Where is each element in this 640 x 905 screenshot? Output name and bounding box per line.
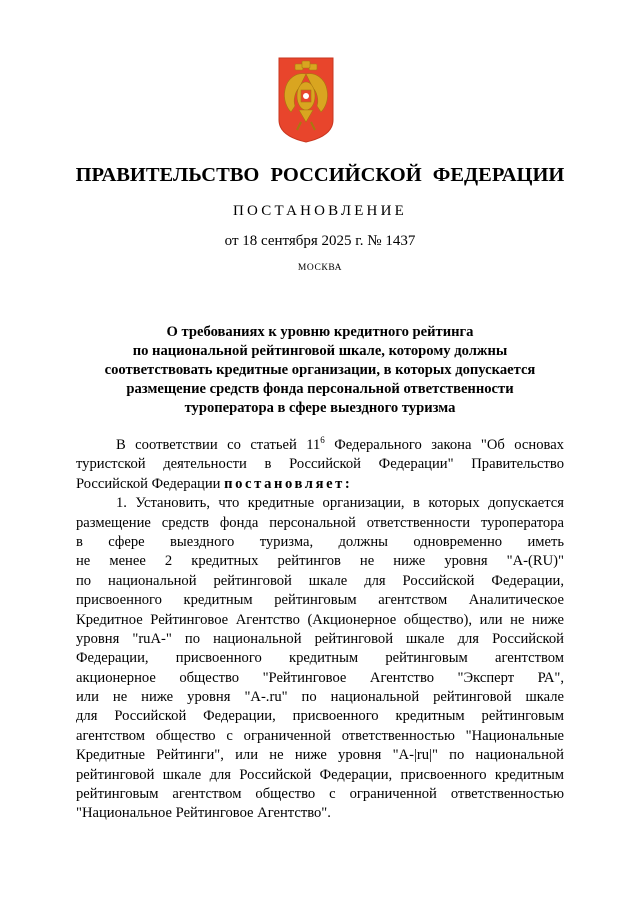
paragraph-line: агентством общество с ограниченной ответственностью "Национальные <box>76 727 564 744</box>
paragraph-line: в сфере выездного туризма, должны одновременно иметь <box>76 533 564 550</box>
paragraph-line: или не ниже уровня "A-.ru" по национальной рейтинговой шкале <box>76 689 564 706</box>
decree-verb: постановляет: <box>224 475 353 492</box>
document-date-number: от 18 сентября 2025 г. № 1437 <box>224 233 416 249</box>
paragraph-line: не менее 2 кредитных рейтингов не ниже уровня "A-(RU)" <box>76 553 564 570</box>
title-line: по национальной рейтинговой шкале, которому должны <box>132 343 508 359</box>
paragraph-line: уровня "ruA-" по национальной рейтинговой шкале для Российской <box>76 630 564 647</box>
paragraph-line: рейтинговым агентством общество с ограниченной ответственностью <box>76 786 564 803</box>
paragraph-line: размещение средств фонда персональной ответственности туроператора <box>76 514 564 531</box>
paragraph-line: присвоенного кредитным рейтинговым агентством Аналитическое <box>76 592 564 609</box>
government-heading: ПРАВИТЕЛЬСТВО РОССИЙСКОЙ ФЕДЕРАЦИИ <box>75 164 565 186</box>
document-body <box>76 436 564 824</box>
preamble-line: Российской Федерации постановляет: <box>76 475 353 492</box>
paragraph-line: акционерное общество "Рейтинговое Агентство "Эксперт РА", <box>76 669 564 686</box>
title-line: О требованиях к уровню кредитного рейтинга <box>166 324 474 340</box>
article-superscript: 6 <box>320 435 325 445</box>
document-title <box>60 323 580 418</box>
preamble-line: туристской деятельности в Российской Федерации" Правительство <box>76 456 564 473</box>
paragraph-line: по национальной рейтинговой шкале для Российской Федерации, <box>76 572 564 589</box>
paragraph-line: Кредитные Рейтинги", или не ниже уровня "A-|ru|" по национальной <box>76 747 564 764</box>
paragraph-line: "Национальное Рейтинговое Агентство". <box>76 805 331 822</box>
paragraph-line: рейтинговой шкале для Российской Федерации, присвоенного кредитным <box>76 766 564 783</box>
coat-of-arms-icon <box>277 56 335 144</box>
title-line: соответствовать кредитные организации, в которых допускается <box>104 362 536 378</box>
document-type: ПОСТАНОВЛЕНИЕ <box>233 203 407 219</box>
paragraph-line: Кредитное Рейтинговое Агентство (Акционерное общество), или не ниже <box>76 611 564 628</box>
paragraph-line: 1. Установить, что кредитные организации, в которых допускается <box>116 495 564 512</box>
title-line: туроператора в сфере выездного туризма <box>184 400 456 416</box>
paragraph-line: для Российской Федерации, присвоенного кредитным рейтинговым <box>76 708 564 725</box>
preamble-line: В соответствии со статьей $11^6$ Федерального закона "Об основах <box>116 435 564 453</box>
paragraph-line: Федерации, присвоенного кредитным рейтинговым агентством <box>76 650 564 667</box>
title-line: размещение средств фонда персональной ответственности <box>126 381 514 397</box>
city: МОСКВА <box>297 263 343 273</box>
